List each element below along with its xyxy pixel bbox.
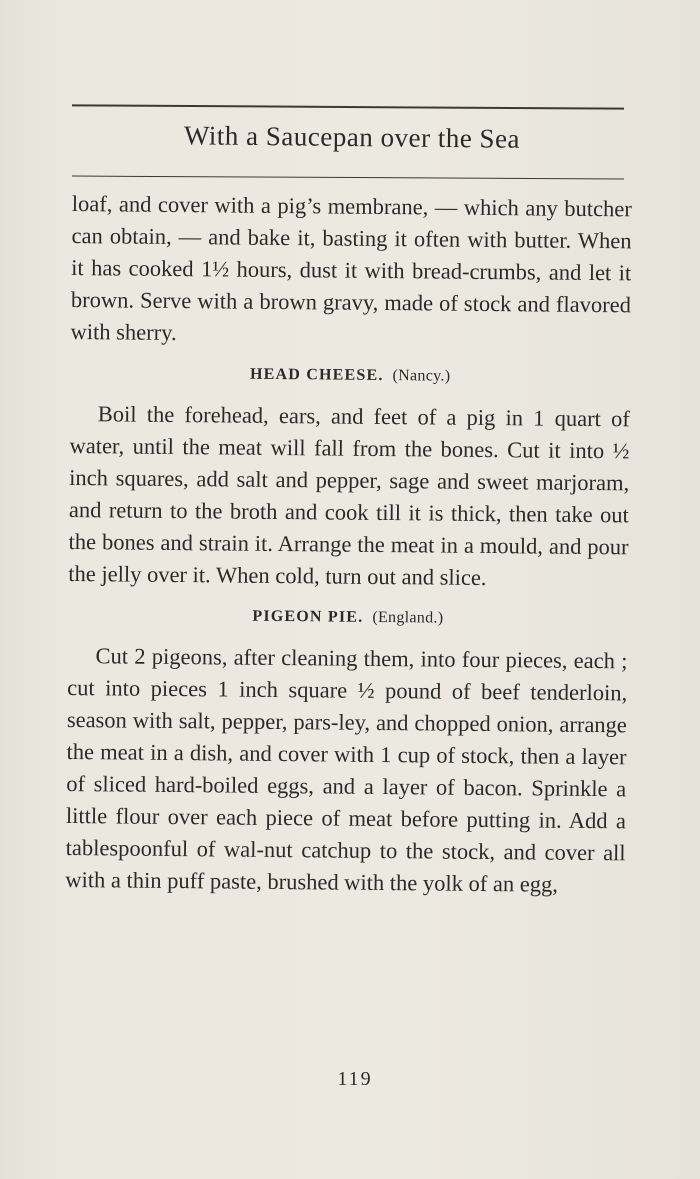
header-rule-top: [72, 104, 624, 109]
recipe-heading-head-cheese: [70, 348, 630, 403]
recipe-text-head-cheese: Boil the forehead, ears, and feet of a pig in 1 quart of water, until the meat will fall from the bones. Cut it into ½ inch squares, add salt and pepper, sage and sweet marjoram, and return to the broth and cook till it is thick, then take out the bones and strain it. Arrange the meat in a mould, and pour the jelly over it. When cold, turn out and slice.: [68, 401, 630, 590]
page-body: [65, 188, 632, 901]
recipe-title: HEAD CHEESE.: [249, 365, 384, 384]
continued-paragraph: loaf, and cover with a pig’s membrane, — which any butcher can obtain, — and bake it, basting it often with butter. When it has cooked 1½ hours, dust it with bread-crumbs, and let it brown. Serve with a brown gravy, made of stock and flavored with sherry.: [70, 190, 632, 346]
running-head: With a Saucepan over the Sea: [183, 120, 521, 154]
recipe-heading-pigeon-pie: [68, 590, 628, 645]
recipe-text-pigeon-pie: Cut 2 pigeons, after cleaning them, into four pieces, each ; cut into pieces 1 inch square ½ pound of beef tenderloin, season with salt, pepper, pars-ley, and chopped onion, arrange the meat in a dish, and cover with 1 cup of stock, then a layer of sliced hard-boiled eggs, and a layer of bacon. Sprinkle a little flour over each piece of meat before putting in. Add a tablespoonful of wal-nut catchup to the stock, and cover all with a thin puff paste, brushed with the yolk of an egg,: [65, 643, 628, 897]
recipe-origin: (Nancy.): [392, 367, 451, 385]
page-number: 119: [337, 1068, 373, 1090]
header-rule-bottom: [72, 176, 624, 180]
recipe-origin: (England.): [372, 608, 444, 627]
recipe-title: PIGEON PIE.: [252, 607, 364, 626]
